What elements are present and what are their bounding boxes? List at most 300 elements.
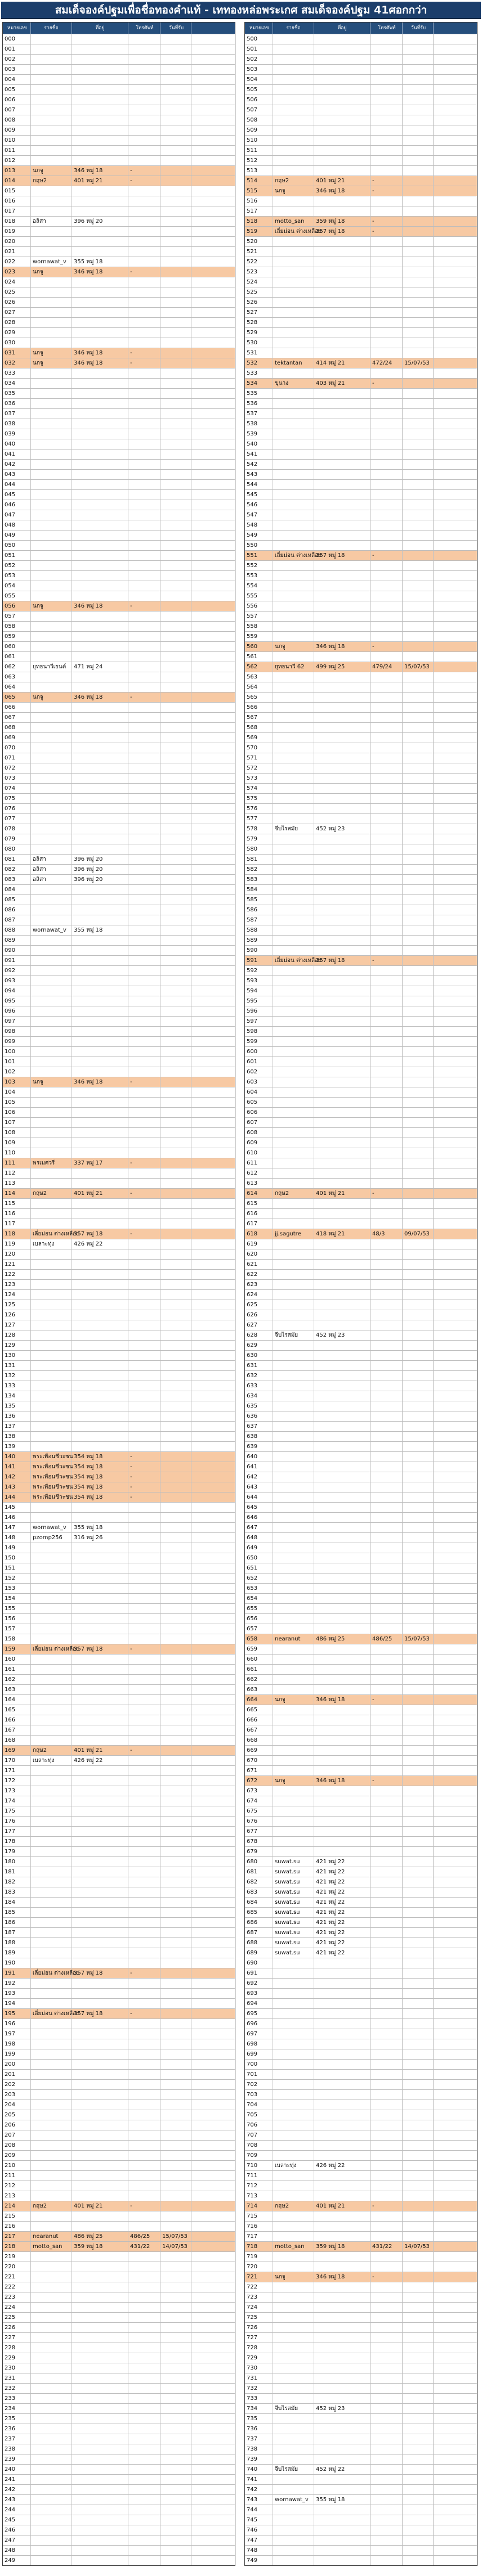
row-name-cell: wornawat_v [31,257,72,267]
row-date-cell [403,1553,434,1563]
row-date-cell [403,1624,434,1634]
row-date-cell [160,703,191,712]
row-address-cell [72,612,128,621]
row-address-cell [314,348,371,358]
row-date-cell [403,1928,434,1937]
row-name-cell [273,1027,314,1036]
row-number-cell: 646 [245,1513,273,1522]
row-name-cell: นกจู [273,642,314,651]
row-number-cell: 533 [245,368,273,378]
row-note-cell [191,1098,235,1107]
row-date-cell [403,2019,434,2029]
row-address-cell [72,1270,128,1279]
row-phone-cell [128,247,160,257]
row-phone-cell [128,2130,160,2140]
row-phone-cell [128,2394,160,2403]
row-phone-cell [128,2414,160,2424]
row-phone-cell [128,2262,160,2272]
row-address-cell [72,1260,128,1269]
row-note-cell [434,2465,477,2474]
row-address-cell [72,95,128,105]
table-row [3,1208,235,1219]
row-note-cell [191,429,235,439]
row-phone-cell [128,1918,160,1927]
row-date-cell [160,1411,191,1421]
row-phone-cell [371,115,403,125]
row-note-cell [434,1300,477,1310]
row-note-cell [191,642,235,651]
row-name-cell [273,1685,314,1694]
row-number-cell: 690 [245,1958,273,1968]
row-name-cell [273,1644,314,1654]
row-address-cell [314,1006,371,1016]
row-name-cell [31,399,72,408]
row-phone-cell [371,2181,403,2191]
row-phone-cell [128,2363,160,2373]
row-note-cell [191,1837,235,1846]
row-note-cell [191,186,235,196]
row-phone-cell: - [128,166,160,176]
row-date-cell [160,2394,191,2403]
row-address-cell [314,298,371,307]
row-name-cell [273,561,314,570]
row-date-cell [403,65,434,74]
table-row [245,1006,477,1016]
row-address-cell [314,1806,371,1816]
row-address-cell: 421 หมู่ 22 [314,1857,371,1867]
row-number-cell: 054 [3,581,31,591]
row-name-cell [273,682,314,692]
row-name-cell [273,65,314,74]
row-note-cell [191,1553,235,1563]
row-number-cell: 607 [245,1118,273,1127]
row-number-cell: 708 [245,2141,273,2150]
row-phone-cell [128,2303,160,2312]
row-note-cell [191,652,235,662]
row-date-cell [403,227,434,236]
row-address-cell [314,1351,371,1360]
row-phone-cell [371,571,403,581]
row-number-cell: 236 [3,2424,31,2434]
row-number-cell: 663 [245,1685,273,1694]
row-phone-cell [371,581,403,591]
row-address-cell [72,520,128,530]
row-address-cell: 354 หมู่ 18 [72,1482,128,1492]
row-phone-cell [128,2272,160,2282]
row-address-cell: 421 หมู่ 22 [314,1938,371,1948]
row-note-cell [434,1249,477,1259]
row-date-cell [403,247,434,257]
row-address-cell [72,804,128,813]
row-note-cell [191,520,235,530]
row-name-cell [273,1472,314,1482]
row-number-cell: 122 [3,1270,31,1279]
row-phone-cell [371,1584,403,1593]
row-address-cell [72,1584,128,1593]
row-name-cell: อลิสา [31,875,72,884]
table-row [245,2191,477,2201]
row-number-cell: 667 [245,1725,273,1735]
row-address-cell: 421 หมู่ 22 [314,1898,371,1907]
row-name-cell [273,1968,314,1978]
row-name-cell [31,1705,72,1715]
row-address-cell [72,784,128,793]
row-name-cell [31,2384,72,2393]
row-phone-cell [128,480,160,489]
row-number-cell: 670 [245,1756,273,1765]
table-header [245,23,477,34]
row-name-cell [31,1837,72,1846]
row-phone-cell [128,186,160,196]
table-row [3,246,235,257]
row-phone-cell [371,693,403,702]
row-phone-cell [128,531,160,540]
row-phone-cell [128,1219,160,1229]
row-name-cell: motto_san [273,2242,314,2251]
row-note-cell [434,1867,477,1877]
table-row [245,64,477,74]
table-row [3,1786,235,1796]
row-number-cell: 740 [245,2465,273,2474]
row-date-cell [160,1604,191,1613]
row-number-cell: 198 [3,2039,31,2049]
row-note-cell [434,632,477,641]
row-address-cell [314,1746,371,1755]
row-address-cell [72,956,128,965]
row-phone-cell [371,622,403,631]
row-phone-cell [128,956,160,965]
row-date-cell [160,662,191,672]
table-row [3,520,235,530]
table-row [245,1563,477,1573]
table-row [245,702,477,712]
row-number-cell: 621 [245,1260,273,1269]
row-number-cell: 240 [3,2465,31,2474]
row-address-cell [72,642,128,651]
row-note-cell [434,1725,477,1735]
row-phone-cell [128,1705,160,1715]
row-name-cell [31,986,72,996]
row-phone-cell [128,2424,160,2434]
table-row [245,925,477,935]
row-name-cell [31,1249,72,1259]
row-address-cell [314,1563,371,1573]
row-address-cell [72,1817,128,1826]
row-note-cell [191,2090,235,2100]
row-number-cell: 008 [3,115,31,125]
row-note-cell [434,348,477,358]
table-row [245,449,477,459]
row-number-cell: 559 [245,632,273,641]
row-date-cell [403,1047,434,1057]
row-name-cell [273,510,314,520]
row-address-cell [314,895,371,905]
row-name-cell [273,500,314,510]
row-note-cell [191,531,235,540]
row-phone-cell [371,1249,403,1259]
row-date-cell [160,186,191,196]
table-row [3,1451,235,1462]
row-number-cell: 015 [3,186,31,196]
row-date-cell [403,2100,434,2110]
row-date-cell [403,1685,434,1694]
row-number-cell: 590 [245,946,273,955]
table-row [3,2484,235,2494]
row-phone-cell [128,1422,160,1431]
row-number-cell: 608 [245,1128,273,1138]
row-note-cell [191,1594,235,1603]
row-note-cell [191,449,235,459]
row-note-cell [191,1067,235,1077]
row-note-cell [191,1189,235,1198]
row-note-cell [191,1736,235,1745]
row-note-cell [191,2535,235,2545]
row-phone-cell [371,1857,403,1867]
row-address-cell [314,1432,371,1441]
row-note-cell [191,1685,235,1694]
row-name-cell [273,1432,314,1441]
row-name-cell [273,1594,314,1603]
row-address-cell [314,1219,371,1229]
row-number-cell: 221 [3,2272,31,2282]
row-phone-cell [371,2434,403,2444]
row-name-cell [31,733,72,743]
row-date-cell [403,2343,434,2353]
row-number-cell: 124 [3,1290,31,1300]
row-phone-cell [371,1452,403,1462]
row-address-cell [314,2060,371,2069]
row-name-cell: ยุทธนาวี 62 [273,662,314,672]
row-phone-cell [371,1725,403,1735]
row-phone-cell [371,1665,403,1674]
row-note-cell [191,510,235,520]
row-phone-cell [128,1898,160,1907]
row-date-cell [403,257,434,267]
row-name-cell [31,1574,72,1583]
row-note-cell [434,1371,477,1381]
row-note-cell [434,1999,477,2008]
table-row [245,1684,477,1694]
row-name-cell [273,1168,314,1178]
row-note-cell [191,1270,235,1279]
row-phone-cell [371,439,403,449]
row-address-cell [72,105,128,115]
row-name-cell [31,956,72,965]
row-date-cell [403,652,434,662]
row-phone-cell [371,1705,403,1715]
row-phone-cell [371,2363,403,2373]
row-address-cell [72,2303,128,2312]
row-number-cell: 585 [245,895,273,905]
row-address-cell [314,946,371,955]
row-phone-cell [371,1644,403,1654]
row-address-cell [314,1533,371,1543]
row-date-cell [403,743,434,753]
row-number-cell: 232 [3,2384,31,2393]
row-name-cell [31,1219,72,1229]
row-name-cell [31,763,72,773]
row-name-cell [273,2434,314,2444]
row-date-cell [403,1756,434,1765]
row-note-cell [434,2495,477,2505]
table-row [3,2049,235,2059]
row-address-cell: 418 หมู่ 21 [314,1229,371,1239]
row-address-cell: 396 หมู่ 20 [72,217,128,226]
row-number-cell: 104 [3,1087,31,1097]
row-number-cell: 647 [245,1523,273,1532]
row-date-cell [403,146,434,155]
row-note-cell [434,672,477,682]
row-name-cell [31,460,72,469]
row-name-cell [273,753,314,763]
row-note-cell [434,1918,477,1927]
row-number-cell: 503 [245,65,273,74]
row-number-cell: 144 [3,1492,31,1502]
row-name-cell [31,2161,72,2170]
row-phone-cell [371,1108,403,1117]
row-phone-cell [128,885,160,894]
row-phone-cell: - [371,1776,403,1786]
row-note-cell [434,1938,477,1948]
row-date-cell [160,915,191,925]
row-number-cell: 641 [245,1462,273,1472]
row-note-cell [434,855,477,864]
row-phone-cell [371,1938,403,1948]
table-row [3,267,235,277]
row-address-cell [72,1128,128,1138]
row-phone-cell [128,703,160,712]
row-phone-cell [128,379,160,388]
row-date-cell [160,581,191,591]
row-name-cell [273,814,314,824]
row-phone-cell [371,2485,403,2494]
row-name-cell [31,652,72,662]
row-address-cell [72,460,128,469]
row-number-cell: 199 [3,2049,31,2059]
table-row [245,2464,477,2474]
table-row [245,1573,477,1583]
row-date-cell [160,1958,191,1968]
row-number-cell: 244 [3,2505,31,2515]
row-note-cell [434,227,477,236]
row-name-cell [273,1411,314,1421]
row-address-cell [314,743,371,753]
row-address-cell [314,601,371,611]
table-row [245,2049,477,2059]
table-row [245,530,477,540]
table-row [245,1026,477,1036]
row-note-cell [191,1928,235,1937]
row-phone-cell [371,986,403,996]
row-name-cell [31,1887,72,1897]
table-row [3,1978,235,1988]
row-date-cell [403,318,434,327]
row-phone-cell [128,460,160,469]
row-note-cell [191,1492,235,1502]
row-phone-cell [371,2110,403,2120]
row-name-cell [31,1908,72,1917]
row-address-cell [72,449,128,459]
row-address-cell [72,1401,128,1411]
row-name-cell: นกจู [31,348,72,358]
table-row [245,2312,477,2322]
row-number-cell: 129 [3,1341,31,1350]
row-date-cell [160,2384,191,2393]
row-note-cell [434,460,477,469]
row-name-cell [31,379,72,388]
row-name-cell [31,1503,72,1512]
table-row [3,327,235,338]
row-address-cell [314,2110,371,2120]
row-address-cell [314,1655,371,1664]
row-name-cell [273,875,314,884]
row-date-cell [160,2130,191,2140]
row-name-cell [31,2039,72,2049]
row-date-cell [403,449,434,459]
row-number-cell: 558 [245,622,273,631]
row-note-cell [191,1827,235,1836]
table-row [3,1259,235,1269]
row-phone-cell [371,2070,403,2079]
row-name-cell [31,2282,72,2292]
row-note-cell [191,2525,235,2535]
row-name-cell [273,429,314,439]
row-phone-cell [371,1543,403,1553]
row-address-cell: 359 หมู่ 18 [72,2242,128,2251]
row-phone-cell [371,1806,403,1816]
row-name-cell [31,490,72,500]
row-number-cell: 020 [3,237,31,246]
table-row [3,844,235,854]
row-phone-cell [128,1087,160,1097]
row-number-cell: 112 [3,1168,31,1178]
row-address-cell: 346 หมู่ 18 [72,358,128,368]
row-phone-cell [371,1361,403,1370]
table-row [3,2170,235,2181]
row-date-cell [403,85,434,95]
row-phone-cell [128,581,160,591]
table-row [245,1624,477,1634]
row-address-cell: 354 หมู่ 18 [72,1472,128,1482]
row-note-cell [191,996,235,1006]
row-date-cell [160,2009,191,2018]
row-note-cell [191,1229,235,1239]
row-address-cell [314,2373,371,2383]
row-note-cell [191,2060,235,2069]
row-number-cell: 223 [3,2292,31,2302]
row-date-cell [403,622,434,631]
row-date-cell [160,622,191,631]
table-row [245,2100,477,2110]
row-phone-cell [371,1837,403,1846]
row-address-cell [314,196,371,206]
row-note-cell [434,1857,477,1867]
table-row [3,297,235,307]
row-address-cell [314,2171,371,2181]
row-note-cell [191,2141,235,2150]
row-phone-cell [128,1138,160,1148]
table-row [245,388,477,398]
row-note-cell [434,1077,477,1087]
row-phone-cell [128,409,160,419]
row-phone-cell [128,1381,160,1391]
row-address-cell [72,34,128,44]
table-row [3,1168,235,1178]
row-number-cell: 707 [245,2130,273,2140]
row-date-cell [160,55,191,64]
row-date-cell [403,55,434,64]
row-phone-cell [371,1118,403,1127]
